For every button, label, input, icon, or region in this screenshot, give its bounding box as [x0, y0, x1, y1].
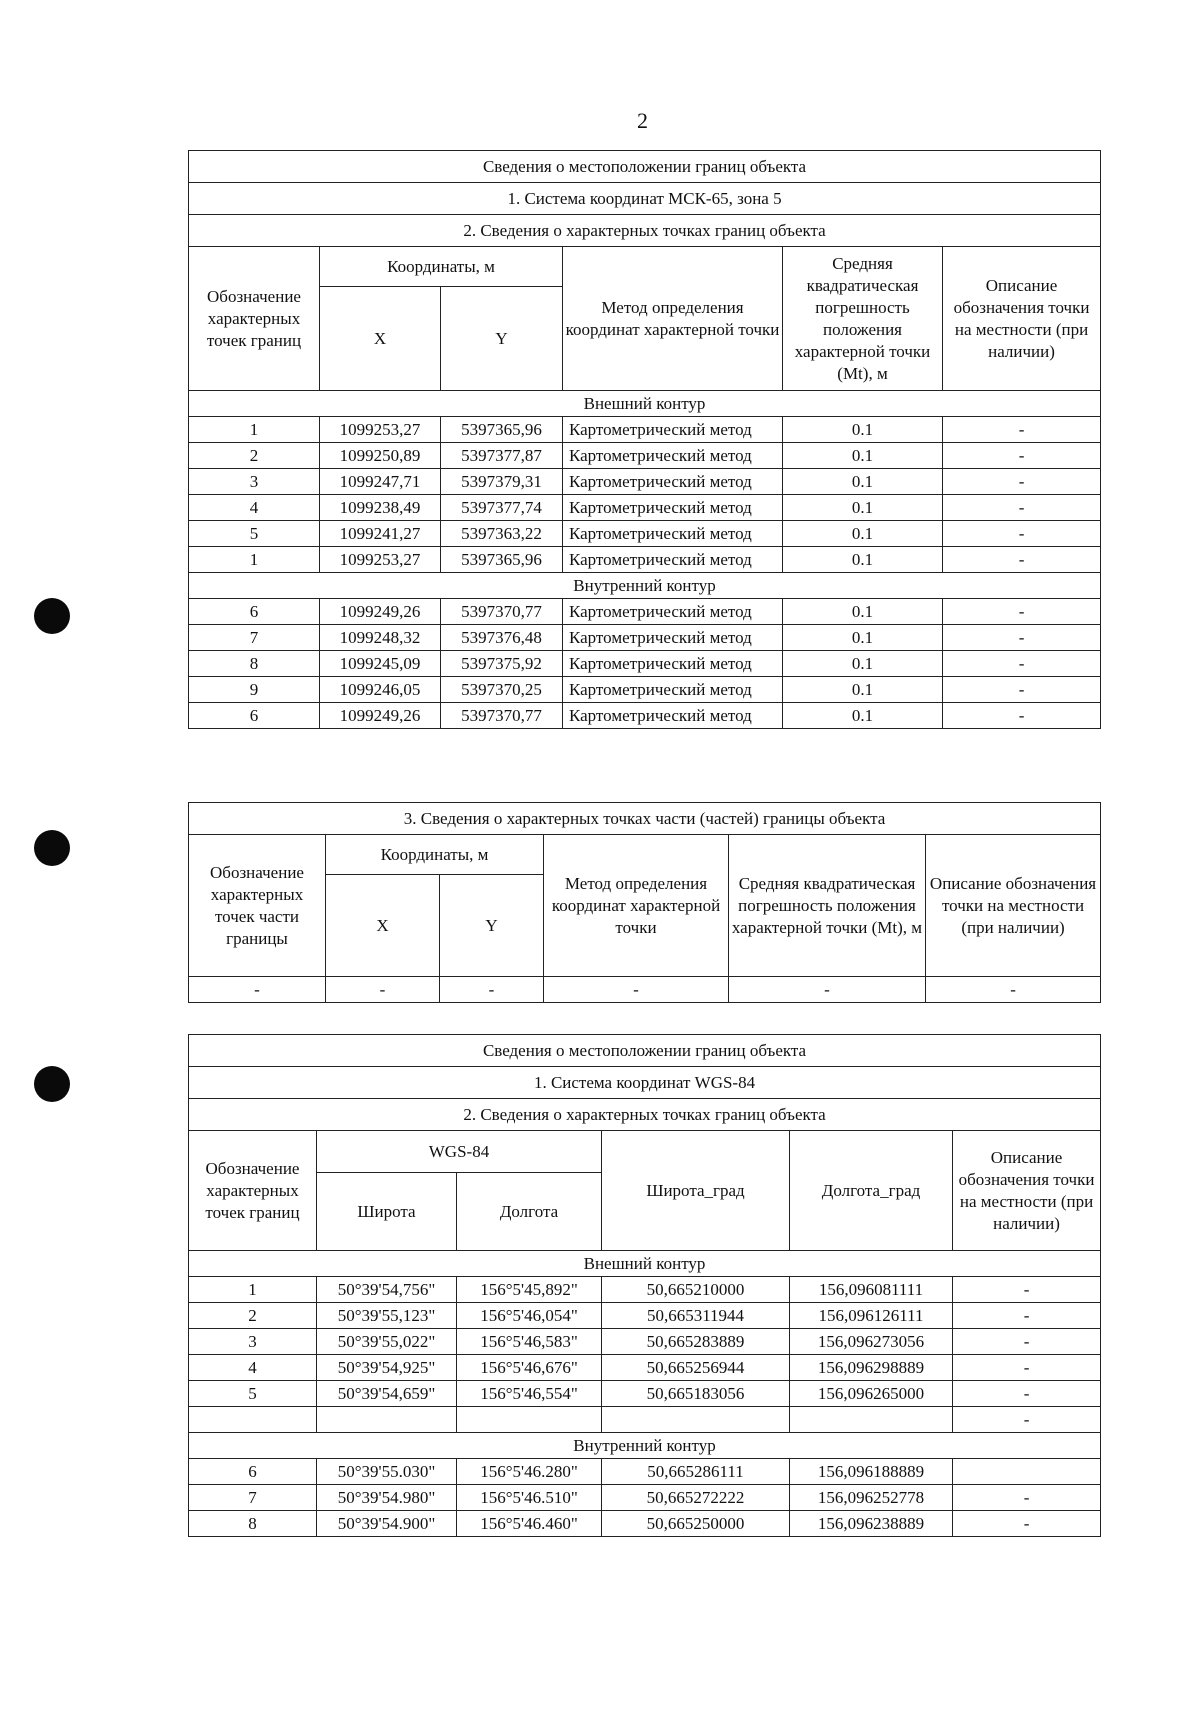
table-cell: 50,665283889: [602, 1329, 790, 1355]
page-number: 2: [637, 108, 648, 133]
table-cell: Картометрический метод: [563, 625, 783, 651]
header-y: Y: [440, 875, 544, 977]
table-cell: 5: [189, 1381, 317, 1407]
boundary-points-table-msk: [188, 150, 1101, 729]
table-cell: 0.1: [783, 469, 943, 495]
table-cell: 50,665183056: [602, 1381, 790, 1407]
table-row: [189, 495, 1101, 521]
table-cell: 50,665256944: [602, 1355, 790, 1381]
table-cell: 5397370,25: [441, 677, 563, 703]
table-cell: 156°5'46.280": [457, 1459, 602, 1485]
table-cell: -: [953, 1485, 1101, 1511]
table-row: [189, 547, 1101, 573]
table-cell: 8: [189, 1511, 317, 1537]
table-cell: 0.1: [783, 443, 943, 469]
table-cell: Картометрический метод: [563, 651, 783, 677]
table-cell: 50°39'54.980": [317, 1485, 457, 1511]
table-cell: 156°5'46,583": [457, 1329, 602, 1355]
header-point: Обозначение характерных точек части границы: [189, 835, 326, 977]
table-cell: 2: [189, 443, 320, 469]
table-cell: 3: [189, 469, 320, 495]
table-cell: -: [953, 1277, 1101, 1303]
table-cell: 1099250,89: [320, 443, 441, 469]
table-cell: 156,096298889: [790, 1355, 953, 1381]
table-cell: 50°39'55.030": [317, 1459, 457, 1485]
header-description: Описание обозначения точки на местности (при наличии): [926, 835, 1101, 977]
table-row: [189, 1381, 1101, 1407]
table-cell: 5397370,77: [441, 599, 563, 625]
table-cell: 1099245,09: [320, 651, 441, 677]
table-cell: 6: [189, 703, 320, 729]
table-cell: 1099246,05: [320, 677, 441, 703]
table-cell: -: [943, 599, 1101, 625]
table-cell: 156°5'46,676": [457, 1355, 602, 1381]
table-row: [189, 1459, 1101, 1485]
header-x: X: [326, 875, 440, 977]
table-cell: -: [729, 977, 926, 1003]
table-cell: 0.1: [783, 651, 943, 677]
table-cell: Картометрический метод: [563, 547, 783, 573]
table-cell: 6: [189, 1459, 317, 1485]
table-cell: 7: [189, 1485, 317, 1511]
table-title: Сведения о местоположении границ объекта: [189, 151, 1101, 183]
table-cell: 2: [189, 1303, 317, 1329]
table-cell: 5397365,96: [441, 547, 563, 573]
table-cell: [602, 1407, 790, 1433]
table-cell: 1: [189, 547, 320, 573]
table-cell: -: [953, 1329, 1101, 1355]
table-cell: 5397377,87: [441, 443, 563, 469]
table-cell: -: [943, 625, 1101, 651]
table-cell: -: [943, 443, 1101, 469]
table-cell: [790, 1407, 953, 1433]
table-cell: 50°39'54.900": [317, 1511, 457, 1537]
table-cell: 0.1: [783, 599, 943, 625]
table-cell: 1099253,27: [320, 417, 441, 443]
table-cell: 1099241,27: [320, 521, 441, 547]
table-cell: 50°39'54,925": [317, 1355, 457, 1381]
coordinate-system: 1. Система координат WGS-84: [189, 1067, 1101, 1099]
header-description: Описание обозначения точки на местности (при наличии): [953, 1131, 1101, 1251]
table-cell: 50°39'55,123": [317, 1303, 457, 1329]
table-cell: 156°5'46.460": [457, 1511, 602, 1537]
table-cell: 5397365,96: [441, 417, 563, 443]
table-cell: 5397363,22: [441, 521, 563, 547]
table-cell: -: [943, 703, 1101, 729]
table-cell: 156°5'46.510": [457, 1485, 602, 1511]
table-cell: 0.1: [783, 677, 943, 703]
table-row: [189, 1407, 1101, 1433]
table-cell: -: [189, 977, 326, 1003]
header-x: X: [320, 287, 441, 391]
punch-hole: [34, 830, 70, 866]
table-cell: Картометрический метод: [563, 599, 783, 625]
header-error: Средняя квадратическая погрешность положения характерной точки (Mt), м: [729, 835, 926, 977]
table-cell: -: [943, 495, 1101, 521]
table-cell: -: [953, 1407, 1101, 1433]
section-label-outer: Внешний контур: [189, 391, 1101, 417]
table-cell: Картометрический метод: [563, 521, 783, 547]
table-cell: 9: [189, 677, 320, 703]
header-longitude: Долгота: [457, 1173, 602, 1251]
table-cell: 5397377,74: [441, 495, 563, 521]
table-cell: 8: [189, 651, 320, 677]
section-label-outer: Внешний контур: [189, 1251, 1101, 1277]
table-cell: 3: [189, 1329, 317, 1355]
table-cell: Картометрический метод: [563, 469, 783, 495]
header-coords: Координаты, м: [326, 835, 544, 875]
header-coords: Координаты, м: [320, 247, 563, 287]
table-cell: [953, 1459, 1101, 1485]
table-cell: 50,665311944: [602, 1303, 790, 1329]
header-y: Y: [441, 287, 563, 391]
table-cell: -: [943, 417, 1101, 443]
table-cell: 156°5'46,054": [457, 1303, 602, 1329]
boundary-points-table-wgs84: [188, 1034, 1101, 1537]
table-cell: [457, 1407, 602, 1433]
table-cell: 5397376,48: [441, 625, 563, 651]
table-cell: 0.1: [783, 547, 943, 573]
table-cell: 50°39'54,659": [317, 1381, 457, 1407]
table-cell: -: [926, 977, 1101, 1003]
table-cell: 1: [189, 1277, 317, 1303]
table-row: [189, 417, 1101, 443]
header-lat-deg: Широта_град: [602, 1131, 790, 1251]
table-cell: 50,665210000: [602, 1277, 790, 1303]
table-row: [189, 651, 1101, 677]
table-cell: -: [943, 521, 1101, 547]
table-cell: 50°39'55,022": [317, 1329, 457, 1355]
table-cell: 1: [189, 417, 320, 443]
header-error: Средняя квадратическая погрешность положения характерной точки (Mt), м: [783, 247, 943, 391]
table-row: [189, 1485, 1101, 1511]
section-label-inner: Внутренний контур: [189, 573, 1101, 599]
table-row: [189, 625, 1101, 651]
table-cell: 1099247,71: [320, 469, 441, 495]
header-method: Метод определения координат характерной точки: [544, 835, 729, 977]
coordinate-system: 1. Система координат МСК-65, зона 5: [189, 183, 1101, 215]
table-cell: -: [326, 977, 440, 1003]
table-cell: -: [953, 1355, 1101, 1381]
table-row: [189, 703, 1101, 729]
table-row: [189, 1511, 1101, 1537]
header-description: Описание обозначения точки на местности (при наличии): [943, 247, 1101, 391]
table-cell: 0.1: [783, 417, 943, 443]
table-cell: 1099249,26: [320, 703, 441, 729]
table-cell: 156,096273056: [790, 1329, 953, 1355]
table-cell: 0.1: [783, 495, 943, 521]
header-lon-deg: Долгота_град: [790, 1131, 953, 1251]
table-cell: 1099253,27: [320, 547, 441, 573]
table-cell: -: [943, 547, 1101, 573]
header-wgs84: WGS-84: [317, 1131, 602, 1173]
table-cell: 5: [189, 521, 320, 547]
table-cell: 156°5'45,892": [457, 1277, 602, 1303]
table-row: [189, 469, 1101, 495]
header-point: Обозначение характерных точек границ: [189, 247, 320, 391]
header-method: Метод определения координат характерной точки: [563, 247, 783, 391]
table-cell: 156,096265000: [790, 1381, 953, 1407]
table-cell: 5397375,92: [441, 651, 563, 677]
table-cell: 4: [189, 495, 320, 521]
table-cell: 5397379,31: [441, 469, 563, 495]
table-cell: 156,096188889: [790, 1459, 953, 1485]
table-row: [189, 443, 1101, 469]
table-subtitle: 2. Сведения о характерных точках границ объекта: [189, 215, 1101, 247]
table-cell: 50°39'54,756": [317, 1277, 457, 1303]
table-title: Сведения о местоположении границ объекта: [189, 1035, 1101, 1067]
header-point: Обозначение характерных точек границ: [189, 1131, 317, 1251]
table-cell: [189, 1407, 317, 1433]
table-row: [189, 521, 1101, 547]
table-row: [189, 1355, 1101, 1381]
table-cell: Картометрический метод: [563, 703, 783, 729]
table-cell: 50,665272222: [602, 1485, 790, 1511]
part-boundary-points-table: [188, 802, 1101, 1003]
table-cell: 1099238,49: [320, 495, 441, 521]
table-cell: 156,096081111: [790, 1277, 953, 1303]
table-cell: 156,096126111: [790, 1303, 953, 1329]
table-cell: 0.1: [783, 625, 943, 651]
table-cell: 5397370,77: [441, 703, 563, 729]
table-cell: Картометрический метод: [563, 677, 783, 703]
table-cell: 50,665286111: [602, 1459, 790, 1485]
table-row: [189, 1303, 1101, 1329]
table-cell: 1099248,32: [320, 625, 441, 651]
punch-hole: [34, 598, 70, 634]
table-cell: 6: [189, 599, 320, 625]
table-cell: -: [544, 977, 729, 1003]
table-cell: 50,665250000: [602, 1511, 790, 1537]
table-row: [189, 1329, 1101, 1355]
table-cell: [317, 1407, 457, 1433]
table-title: 3. Сведения о характерных точках части (частей) границы объекта: [189, 803, 1101, 835]
punch-hole: [34, 1066, 70, 1102]
table-cell: 156°5'46,554": [457, 1381, 602, 1407]
table-row: [189, 1277, 1101, 1303]
table-cell: Картометрический метод: [563, 443, 783, 469]
table-cell: 0.1: [783, 521, 943, 547]
table-cell: 4: [189, 1355, 317, 1381]
table-cell: 1099249,26: [320, 599, 441, 625]
table-cell: -: [440, 977, 544, 1003]
table-subtitle: 2. Сведения о характерных точках границ объекта: [189, 1099, 1101, 1131]
table-cell: Картометрический метод: [563, 417, 783, 443]
table-cell: -: [943, 677, 1101, 703]
header-latitude: Широта: [317, 1173, 457, 1251]
table-cell: -: [943, 469, 1101, 495]
table-row: [189, 599, 1101, 625]
section-label-inner: Внутренний контур: [189, 1433, 1101, 1459]
table-cell: 0.1: [783, 703, 943, 729]
table-cell: Картометрический метод: [563, 495, 783, 521]
table-cell: -: [953, 1303, 1101, 1329]
table-cell: 156,096252778: [790, 1485, 953, 1511]
table-cell: -: [953, 1511, 1101, 1537]
table-row: [189, 677, 1101, 703]
table-cell: -: [943, 651, 1101, 677]
table-cell: -: [953, 1381, 1101, 1407]
table-cell: 7: [189, 625, 320, 651]
table-cell: 156,096238889: [790, 1511, 953, 1537]
